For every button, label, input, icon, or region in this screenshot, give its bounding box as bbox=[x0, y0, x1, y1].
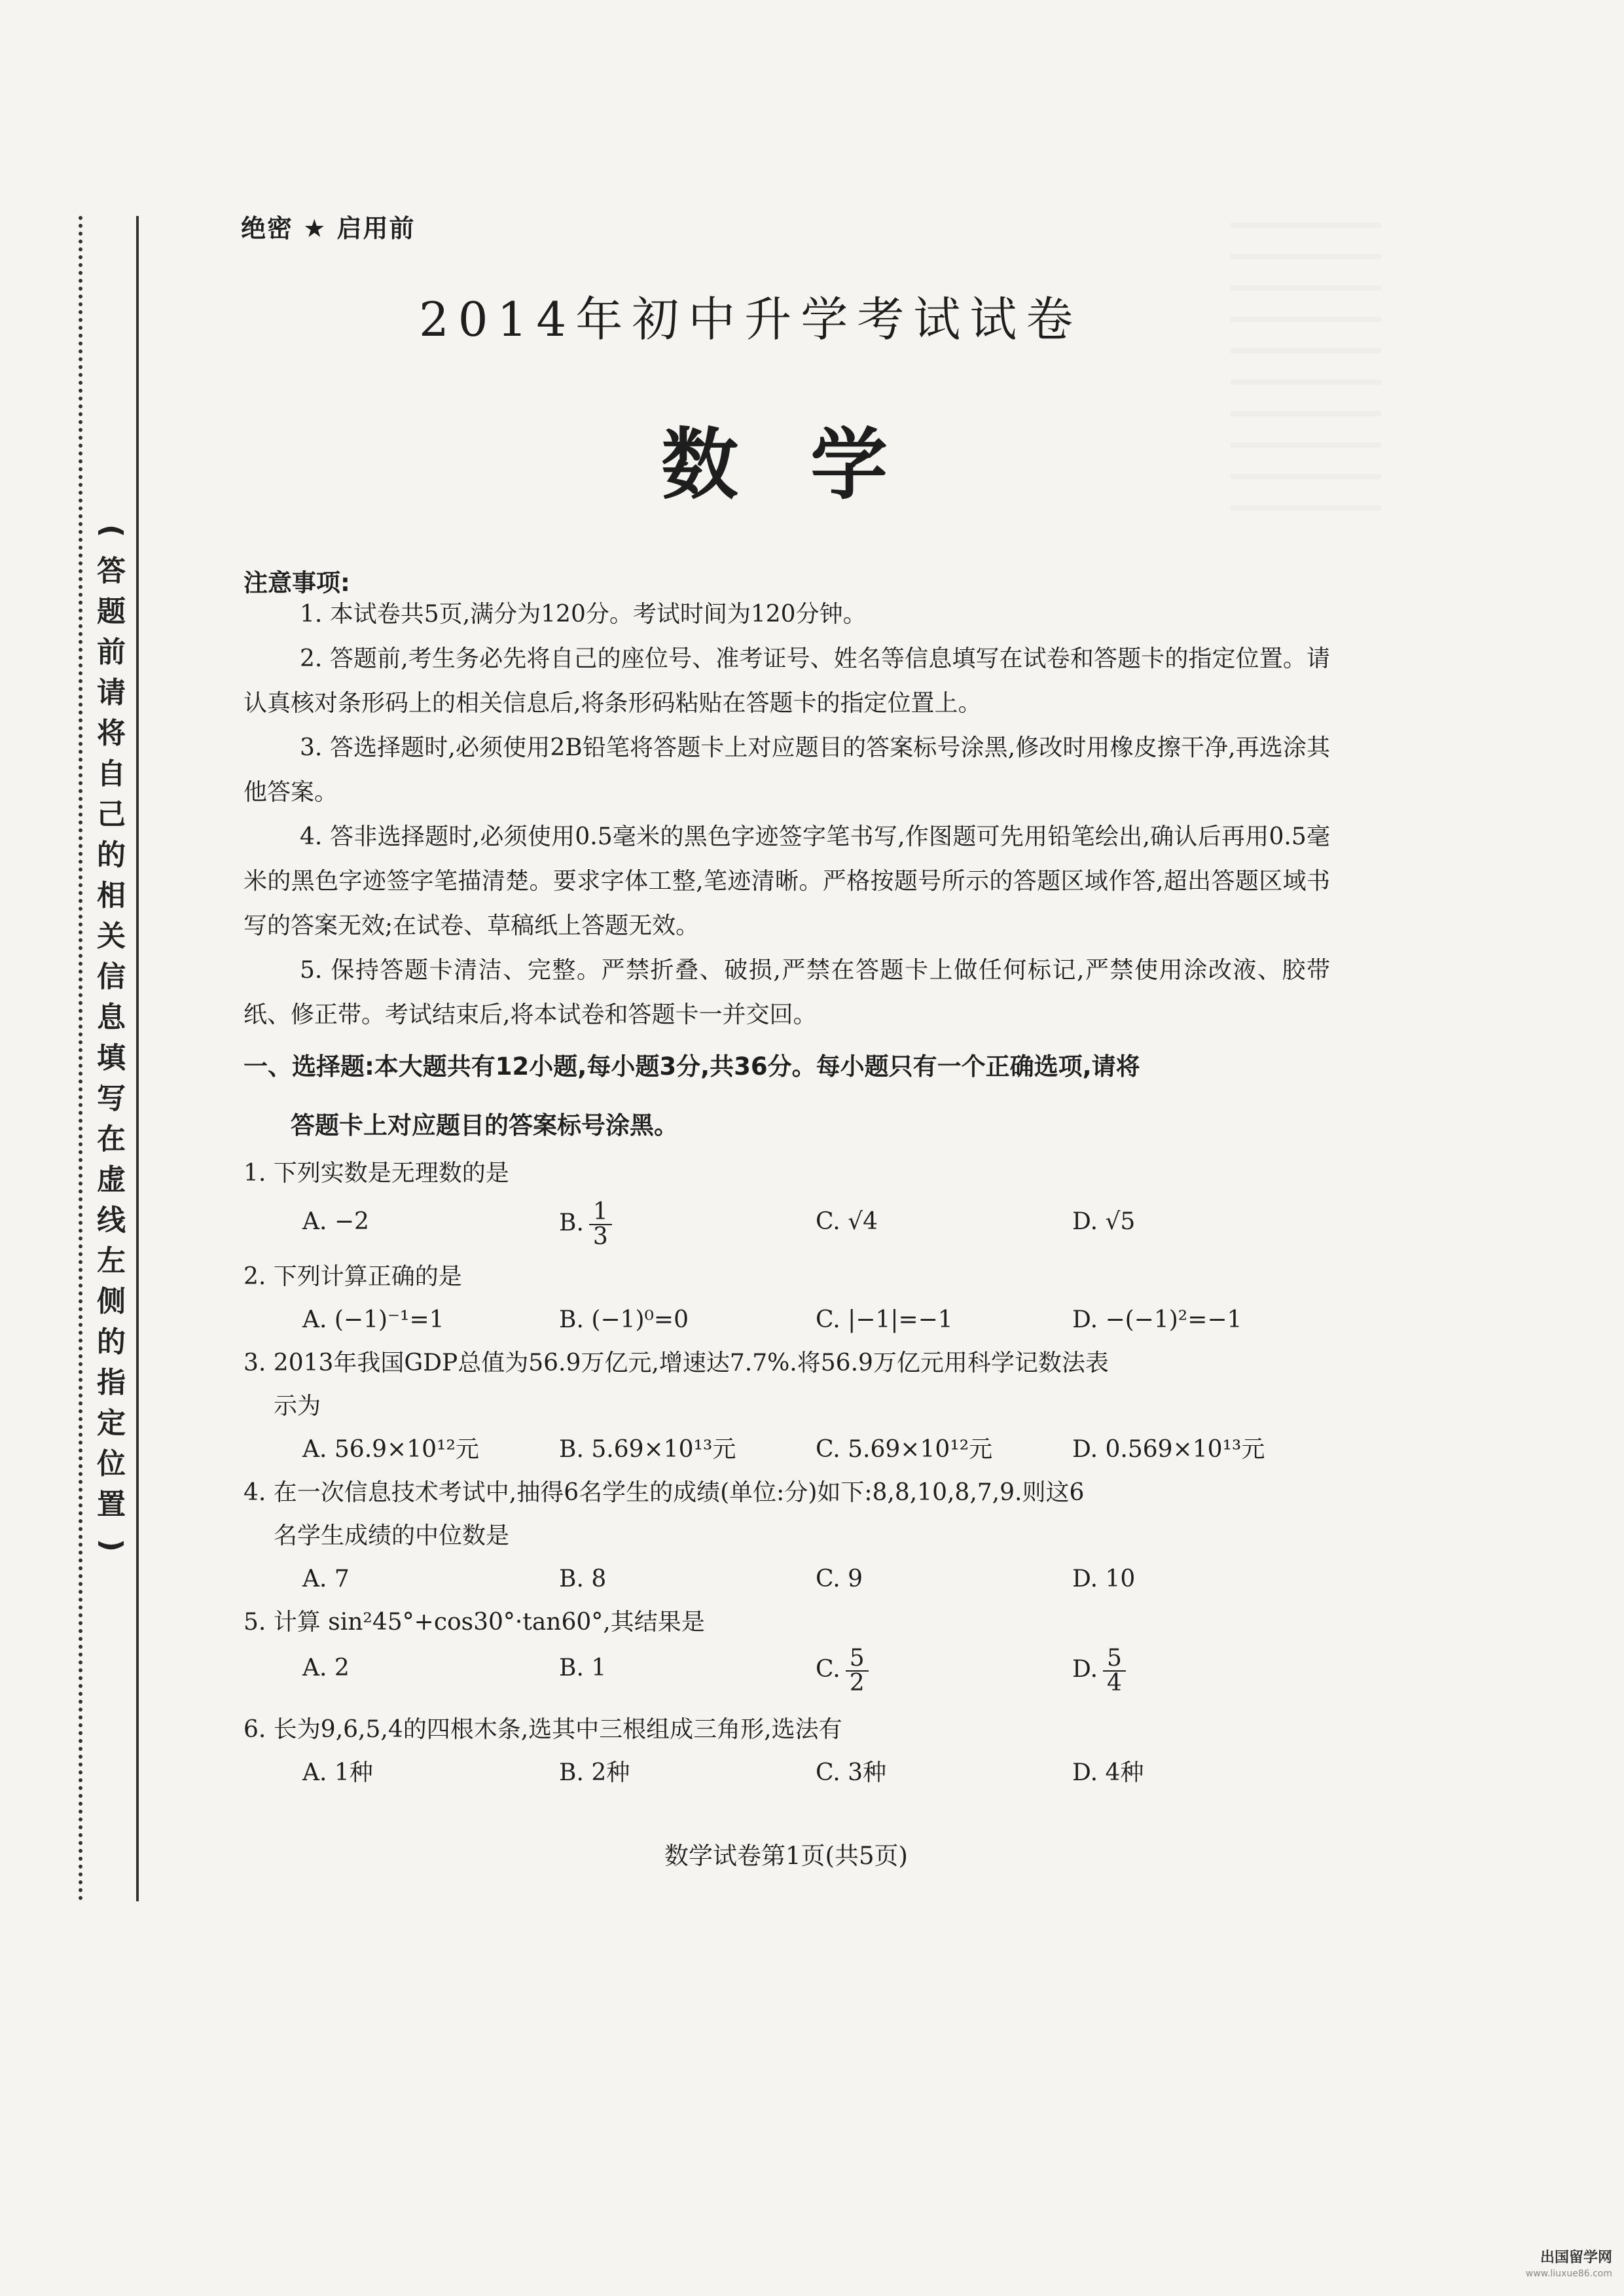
option-d: D. −(−1)²=−1 bbox=[1072, 1306, 1242, 1333]
option-a: A. 56.9×10¹²元 bbox=[302, 1436, 479, 1463]
note-item: 5. 保持答题卡清洁、完整。严禁折叠、破损,严禁在答题卡上做任何标记,严禁使用涂改液、胶带纸、修正带。考试结束后,将本试卷和答题卡一并交回。 bbox=[244, 957, 1330, 1028]
binding-dotted-line bbox=[79, 216, 82, 1901]
question-6 bbox=[244, 1708, 1330, 1795]
question-options bbox=[244, 1558, 1330, 1601]
option-d: D. $\frac{5}{4}$ bbox=[1072, 1647, 1329, 1695]
option-b: B. 5.69×10¹³元 bbox=[559, 1436, 736, 1463]
binding-char: 关 bbox=[97, 920, 126, 953]
binding-char: 填 bbox=[97, 1041, 126, 1075]
binding-char: 前 bbox=[97, 636, 126, 669]
question-options bbox=[244, 1647, 1330, 1695]
binding-char: 题 bbox=[97, 595, 126, 628]
note-item: 1. 本试卷共5页,满分为120分。考试时间为120分钟。 bbox=[300, 601, 867, 628]
binding-char: 指 bbox=[97, 1366, 126, 1399]
option-c: C. 5.69×10¹²元 bbox=[816, 1436, 993, 1463]
binding-char: 位 bbox=[97, 1447, 126, 1480]
binding-char: 置 bbox=[97, 1488, 126, 1521]
option-d: D. √5 bbox=[1072, 1208, 1136, 1235]
binding-instruction bbox=[92, 511, 131, 1566]
confidential-mark: 绝密 ★ 启用前 bbox=[241, 214, 416, 243]
question-options bbox=[244, 1428, 1330, 1471]
option-c: C. 9 bbox=[816, 1566, 863, 1592]
binding-char: 侧 bbox=[97, 1285, 126, 1318]
question-stem: 2. 下列计算正确的是 bbox=[244, 1263, 462, 1290]
binding-char: 定 bbox=[97, 1407, 126, 1440]
bleed-through-shadow bbox=[1231, 196, 1381, 524]
option-c: C. |−1|=−1 bbox=[816, 1306, 953, 1333]
note-item: 3. 答选择题时,必须使用2B铅笔将答题卡上对应题目的答案标号涂黑,修改时用橡皮擦干净,再选涂其他答案。 bbox=[244, 734, 1330, 806]
binding-char: 息 bbox=[97, 1001, 126, 1034]
question-options bbox=[244, 1751, 1330, 1795]
question-5 bbox=[244, 1601, 1330, 1695]
section-1-heading bbox=[244, 1037, 1330, 1155]
question-options bbox=[244, 1200, 1330, 1249]
binding-char: 线 bbox=[97, 1204, 126, 1237]
binding-char: ) bbox=[95, 1538, 128, 1552]
binding-char: 答 bbox=[97, 554, 126, 588]
question-4 bbox=[244, 1471, 1330, 1601]
fraction: $\frac{5}{4}$ bbox=[1103, 1647, 1126, 1695]
page-footer: 数学试卷第1页(共5页) bbox=[664, 1842, 908, 1870]
binding-char: 己 bbox=[97, 798, 126, 831]
watermark-url: www.liuxue86.com bbox=[1525, 2269, 1612, 2279]
binding-char: 自 bbox=[97, 757, 126, 791]
note-item: 4. 答非选择题时,必须使用0.5毫米的黑色字迹签字笔书写,作图题可先用铅笔绘出,确认后再用0.5毫米的黑色字迹签字笔描清楚。要求字体工整,笔迹清晰。严格按题号所示的答题区域作答,超出答题区域书写的答案无效;在试卷、草稿纸上答题无效。 bbox=[244, 823, 1330, 939]
binding-char: 将 bbox=[97, 717, 126, 750]
option-d: D. 10 bbox=[1072, 1566, 1136, 1592]
binding-char: 虚 bbox=[97, 1163, 126, 1196]
binding-char: 左 bbox=[97, 1244, 126, 1278]
option-a: A. (−1)⁻¹=1 bbox=[302, 1306, 444, 1333]
question-3 bbox=[244, 1342, 1330, 1471]
option-a: A. 2 bbox=[302, 1655, 350, 1681]
binding-solid-line bbox=[136, 216, 139, 1901]
notes-list bbox=[244, 592, 1330, 1037]
question-stem: 6. 长为9,6,5,4的四根木条,选其中三根组成三角形,选法有 bbox=[244, 1716, 842, 1743]
binding-char: ( bbox=[95, 524, 128, 538]
notes-heading: 注意事项: bbox=[244, 569, 350, 597]
question-stem: 4. 在一次信息技术考试中,抽得6名学生的成绩(单位:分)如下:8,8,10,8,7,9.则这6 名学生成绩的中位数是 bbox=[244, 1479, 1085, 1549]
section-1-line-1: 一、选择题:本大题共有12小题,每小题3分,共36分。每小题只有一个正确选项,请将 bbox=[244, 1052, 1140, 1081]
fraction: $\frac{5}{2}$ bbox=[846, 1647, 869, 1695]
option-b: B. (−1)⁰=0 bbox=[559, 1306, 689, 1333]
binding-char: 写 bbox=[97, 1082, 126, 1115]
exam-title: 2014年初中升学考试试卷 bbox=[419, 292, 1083, 347]
watermark-logo-text: 出国留学网 bbox=[1540, 2250, 1612, 2266]
option-b: B. 8 bbox=[559, 1566, 607, 1592]
note-item: 2. 答题前,考生务必先将自己的座位号、准考证号、姓名等信息填写在试卷和答题卡的指定位置。请认真核对条形码上的相关信息后,将条形码粘贴在答题卡的指定位置上。 bbox=[244, 645, 1330, 717]
question-stem: 3. 2013年我国GDP总值为56.9万亿元,增速达7.7%.将56.9万亿元用科学记数法表 示为 bbox=[244, 1350, 1109, 1420]
option-a: A. 1种 bbox=[302, 1759, 373, 1786]
site-watermark bbox=[1526, 2250, 1612, 2282]
question-options bbox=[244, 1299, 1330, 1342]
question-1 bbox=[244, 1152, 1330, 1249]
binding-char: 请 bbox=[97, 676, 126, 709]
fraction: $\frac{1}{3}$ bbox=[589, 1200, 612, 1249]
question-list bbox=[244, 1152, 1330, 1795]
question-stem: 1. 下列实数是无理数的是 bbox=[244, 1160, 509, 1187]
option-c: C. √4 bbox=[816, 1208, 878, 1235]
section-1-line-2: 答题卡上对应题目的答案标号涂黑。 bbox=[291, 1111, 678, 1139]
binding-char: 的 bbox=[97, 838, 126, 872]
question-stem: 5. 计算 sin²45°+cos30°·tan60°,其结果是 bbox=[244, 1609, 705, 1636]
option-d: D. 4种 bbox=[1072, 1759, 1144, 1786]
option-b: B. 2种 bbox=[559, 1759, 630, 1786]
option-c: C. $\frac{5}{2}$ bbox=[816, 1647, 1072, 1695]
option-b: B. 1 bbox=[559, 1655, 607, 1681]
binding-char: 的 bbox=[97, 1325, 126, 1359]
question-2 bbox=[244, 1255, 1330, 1342]
option-a: A. 7 bbox=[302, 1566, 350, 1592]
option-c: C. 3种 bbox=[816, 1759, 887, 1786]
binding-char: 信 bbox=[97, 960, 126, 994]
subject-title: 数学 bbox=[661, 420, 960, 510]
binding-char: 在 bbox=[97, 1122, 126, 1156]
option-a: A. −2 bbox=[302, 1208, 369, 1235]
binding-char: 相 bbox=[97, 879, 126, 912]
option-d: D. 0.569×10¹³元 bbox=[1072, 1436, 1265, 1463]
option-b: B. $\frac{1}{3}$ bbox=[559, 1200, 816, 1249]
